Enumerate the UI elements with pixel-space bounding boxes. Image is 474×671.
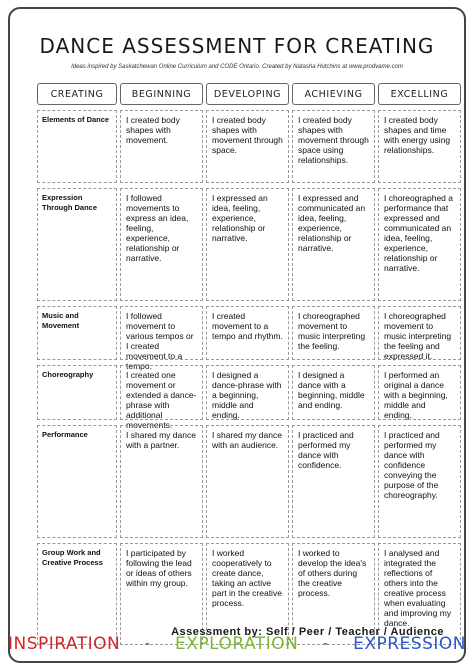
table-cell: I created body shapes with movement through space using relationships. bbox=[292, 110, 375, 183]
table-cell: I followed movements to express an idea, feeling, experience, relationship or narrative. bbox=[120, 188, 203, 301]
table-cell: I practiced and performed my dance with confidence. bbox=[292, 425, 375, 538]
assessment-by-line: Assessment by: Self / Peer / Teacher / Audience bbox=[171, 626, 444, 638]
table-cell: I followed movement to various tempos or I created movement to a tempo. bbox=[120, 306, 203, 360]
header-achieving: ACHIEVING bbox=[292, 83, 375, 105]
rubric-table bbox=[37, 83, 461, 628]
row-label-choreography: Choreography bbox=[37, 365, 117, 420]
table-cell: I created body shapes with movement through space. bbox=[206, 110, 289, 183]
footer-separator: - bbox=[322, 636, 329, 652]
table-cell: I designed a dance with a beginning, middle and ending. bbox=[292, 365, 375, 420]
table-cell: I practiced and performed my dance with confidence conveying the purpose of the choreography. bbox=[378, 425, 461, 538]
table-cell: I created body shapes and time with energy using relationships. bbox=[378, 110, 461, 183]
row-label-elements-of-dance: Elements of Dance bbox=[37, 110, 117, 183]
table-cell: I expressed and communicated an idea, feeling, experience, relationship or narrative. bbox=[292, 188, 375, 301]
table-cell: I shared my dance with an audience. bbox=[206, 425, 289, 538]
table-cell: I worked to develop the idea's of others during the creative process. bbox=[292, 543, 375, 645]
row-label-music-and-movement: Music and Movement bbox=[37, 306, 117, 360]
table-cell: I created body shapes with movement. bbox=[120, 110, 203, 183]
table-cell: I participated by following the lead or ideas of others within my group. bbox=[120, 543, 203, 645]
assessment-sheet bbox=[8, 7, 466, 663]
header-creating: CREATING bbox=[37, 83, 117, 105]
table-cell: I choreographed movement to music interpreting the feeling. bbox=[292, 306, 375, 360]
table-cell: I shared my dance with a partner. bbox=[120, 425, 203, 538]
table-cell: I choreographed a performance that expressed and communicated an idea, feeling, experience, relationship or narrative. bbox=[378, 188, 461, 301]
table-cell: I designed a dance-phrase with a beginning, middle and ending. bbox=[206, 365, 289, 420]
table-cell: I choreographed movement to music interpreting the feeling and expressed it. bbox=[378, 306, 461, 360]
header-excelling: EXCELLING bbox=[378, 83, 461, 105]
footer-banner bbox=[0, 633, 474, 655]
table-cell: I analysed and integrated the reflections of others into the creative process when evaluating and improving my dance. bbox=[378, 543, 461, 645]
footer-separator: - bbox=[144, 636, 151, 652]
footer-word-expression: EXPRESSION bbox=[353, 634, 466, 654]
table-cell: I worked cooperatively to create dance, taking an active part in the creative process. bbox=[206, 543, 289, 645]
row-label-group-work: Group Work and Creative Process bbox=[37, 543, 117, 645]
table-cell: I created one movement or extended a dance-phrase with additional movements. bbox=[120, 365, 203, 420]
page-subtitle: Ideas inspired by Saskatchewan Online Curriculum and CODE Ontario. Created by Natasha Hutchins at www.prodvame.com bbox=[71, 64, 403, 70]
header-beginning: BEGINNING bbox=[120, 83, 203, 105]
footer-word-inspiration: INSPIRATION bbox=[8, 634, 121, 654]
table-cell: I performed an original a dance with a beginning, middle and ending. bbox=[378, 365, 461, 420]
row-label-expression-through-dance: Expression Through Dance bbox=[37, 188, 117, 301]
table-cell: I expressed an idea, feeling, experience, relationship or narrative. bbox=[206, 188, 289, 301]
row-label-performance: Performance bbox=[37, 425, 117, 538]
footer-word-exploration: EXPLORATION bbox=[175, 634, 299, 654]
table-cell: I created movement to a tempo and rhythm. bbox=[206, 306, 289, 360]
header-developing: DEVELOPING bbox=[206, 83, 289, 105]
page-title: DANCE ASSESSMENT FOR CREATING bbox=[39, 34, 435, 58]
